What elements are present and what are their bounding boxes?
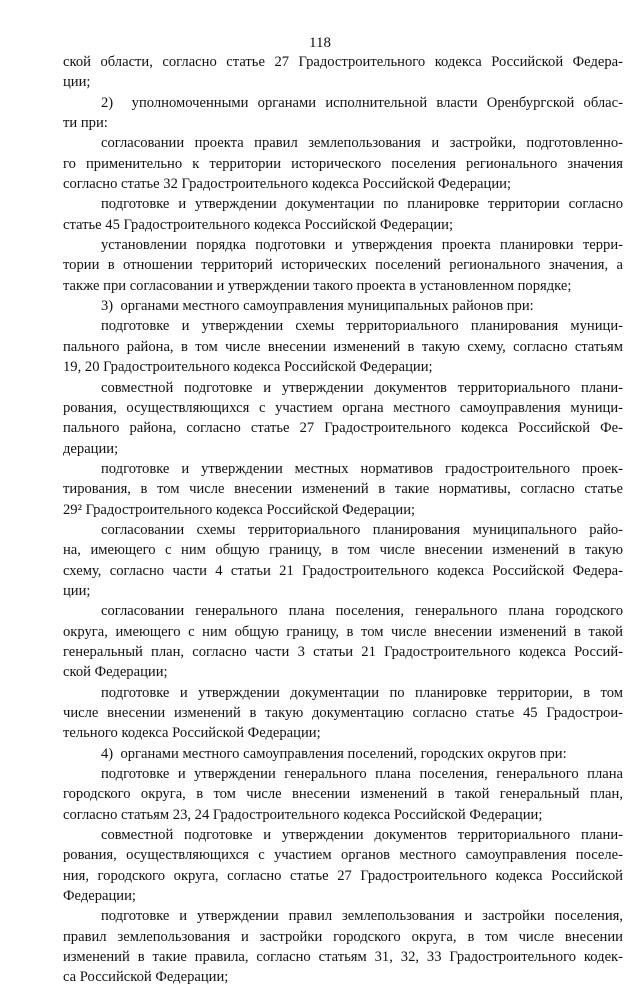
text-line: ции; — [63, 582, 91, 599]
text-line: 2) уполномоченными органами исполнительной власти Оренбургской облас- — [101, 94, 623, 111]
text-line: округа, имеющего с ним общую границу, в том числе внесении изменений в такой — [63, 623, 623, 640]
text-line: Федерации; — [63, 888, 136, 905]
text-line: 29² Градостроительного кодекса Российской Федерации; — [63, 501, 416, 518]
text-line: подготовке и утверждении генерального плана поселения, генерального плана — [101, 766, 623, 783]
text-line: изменений в такие правила, согласно статьям 31, 32, 33 Градостроительного кодек- — [63, 949, 623, 966]
text-line: правил землепользования и застройки городского округа, в том числе внесении — [63, 928, 623, 945]
text-line: са Российской Федерации; — [63, 969, 229, 986]
text-line: совместной подготовке и утверждении документов территориального плани- — [101, 379, 623, 396]
text-line: ния, городского округа, согласно статье 27 Градостроительного кодекса Российской — [63, 867, 623, 884]
page-number: 118 — [309, 35, 331, 51]
text-line: установлении порядка подготовки и утверждения проекта планировки терри- — [101, 237, 623, 254]
text-line: ской области, согласно статье 27 Градостроительного кодекса Российской Федера- — [63, 54, 623, 70]
text-line: подготовке и утверждении местных нормативов градостроительного проек- — [101, 460, 623, 477]
text-line: рования, осуществляющихся с участием органа местного самоуправления муници- — [63, 399, 623, 416]
text-line: тельного кодекса Российской Федерации; — [63, 725, 321, 742]
text-line: на, имеющего с ним общую границу, в том числе внесении изменений в такую — [63, 542, 623, 559]
text-line: 3) органами местного самоуправления муниципальных районов при: — [101, 298, 534, 315]
text-line: числе внесении изменений в такую документацию согласно статье 45 Градострои- — [63, 705, 623, 721]
text-line: согласовании схемы территориального планирования муниципального райо- — [101, 521, 623, 538]
text-line: тории в отношении территорий исторических поселений регионального значения, а — [63, 257, 623, 274]
text-line: городского округа, в том числе внесении изменений в такой генеральный план, — [63, 786, 623, 803]
text-line: совместной подготовке и утверждении документов территориального плани- — [101, 827, 623, 844]
text-line: подготовке и утверждении документации по планировке территории, в том — [101, 684, 623, 701]
text-line: ции; — [63, 74, 91, 91]
text-line: пального района, согласно статье 27 Градостроительного кодекса Российской Фе- — [63, 420, 623, 437]
document-body — [63, 52, 623, 988]
text-line: дерации; — [63, 440, 119, 457]
text-line: подготовке и утверждении документации по планировке территории согласно — [101, 196, 623, 213]
text-line: статье 45 Градостроительного кодекса Российской Федерации; — [63, 216, 453, 233]
text-line: схему, согласно части 4 статьи 21 Градостроительного кодекса Российской Федера- — [63, 562, 623, 579]
text-line: ской Федерации; — [63, 664, 168, 681]
text-line: также при согласовании и утверждении такого проекта в установленном порядке; — [63, 277, 572, 294]
text-line: подготовке и утверждении схемы территориального планирования муници- — [101, 318, 623, 335]
text-line: тирования, в том числе внесении изменений в такие нормативы, согласно статье — [63, 481, 623, 498]
text-line: 4) органами местного самоуправления поселений, городских округов при: — [101, 745, 567, 762]
text-line: 19, 20 Градостроительного кодекса Российской Федерации; — [63, 359, 433, 376]
text-line: го применительно к территории исторического поселения регионального значения — [63, 155, 623, 172]
text-line: согласно статье 32 Градостроительного кодекса Российской Федерации; — [63, 176, 512, 193]
text-line: подготовке и утверждении правил землепользования и застройки поселения, — [101, 908, 623, 925]
text-line: пального района, в том числе внесении изменений в такую схему, согласно статьям — [63, 338, 623, 355]
text-line: согласно статьям 23, 24 Градостроительного кодекса Российской Федерации; — [63, 806, 543, 823]
text-line: согласовании проекта правил землепользования и застройки, подготовленно- — [101, 135, 623, 152]
text-line: согласовании генерального плана поселения, генерального плана городского — [101, 603, 623, 620]
text-line: рования, осуществляющихся с участием органов местного самоуправления поселе- — [63, 847, 623, 864]
text-line: ти при: — [63, 115, 108, 132]
text-line: генеральный план, согласно части 3 статьи 21 Градостроительного кодекса Россий- — [63, 643, 623, 660]
